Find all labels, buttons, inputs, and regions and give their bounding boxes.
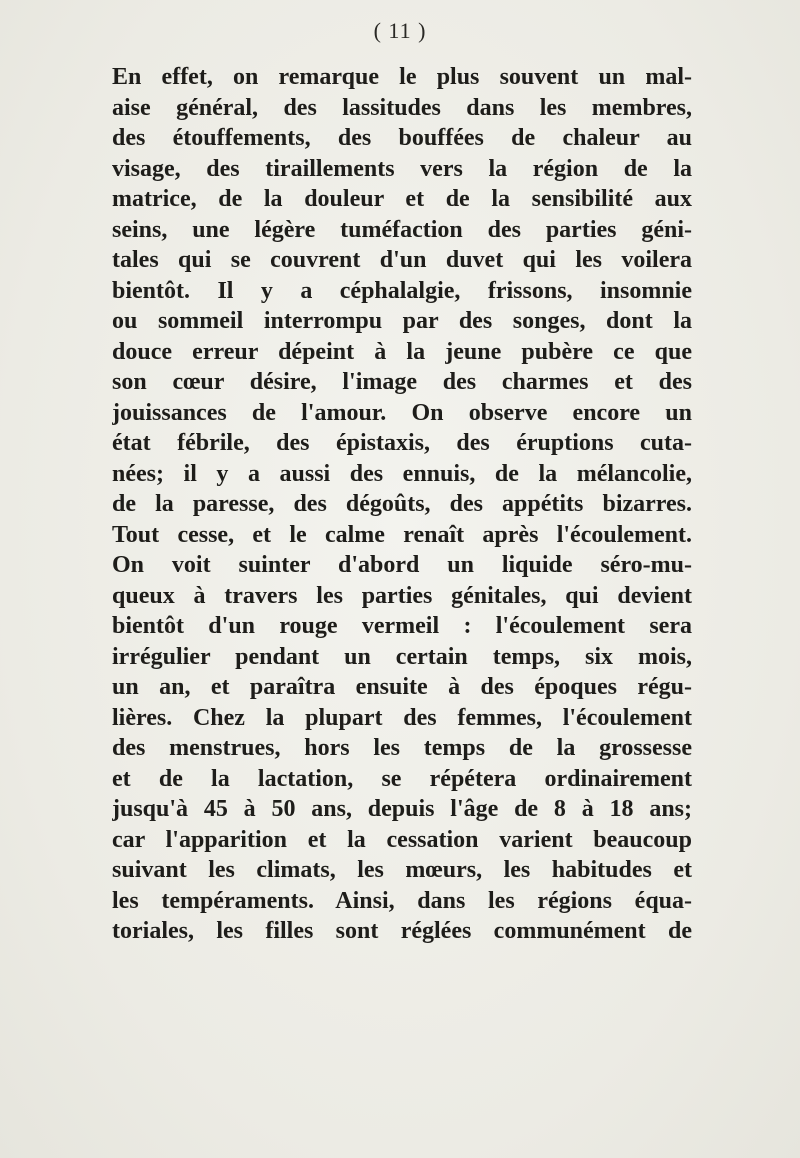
text-line: irrégulier pendant un certain temps, six mois, [112, 643, 692, 670]
text-line: lières. Chez la plupart des femmes, l'écoulement [112, 704, 692, 731]
text-line: douce erreur dépeint à la jeune pubère ce que [112, 338, 692, 365]
text-line: bientôt. Il y a céphalalgie, frissons, insomnie [112, 277, 692, 304]
text-line: nées; il y a aussi des ennuis, de la mélancolie, [112, 460, 692, 487]
text-line: queux à travers les parties génitales, qui devient [112, 582, 692, 609]
text-line: tales qui se couvrent d'un duvet qui les voilera [112, 247, 692, 273]
text-line: ou sommeil interrompu par des songes, dont la [112, 308, 692, 334]
text-line: car l'apparition et la cessation varient beaucoup [112, 826, 692, 853]
text-line: suivant les climats, les mœurs, les habitudes et [112, 857, 692, 883]
text-line: les tempéraments. Ainsi, dans les régions équa- [112, 887, 692, 914]
text-line: de la paresse, des dégoûts, des appétits bizarres. [112, 491, 692, 517]
text-line: matrice, de la douleur et de la sensibilité aux [112, 186, 692, 212]
text-line: Tout cesse, et le calme renaît après l'écoulement. [112, 521, 692, 548]
text-line: bientôt d'un rouge vermeil : l'écoulement sera [112, 613, 692, 639]
body-text [112, 62, 692, 947]
page-number: ( 11 ) [373, 18, 427, 43]
text-line: un an, et paraîtra ensuite à des époques régu- [112, 674, 692, 700]
text-line: état fébrile, des épistaxis, des éruptions cuta- [112, 430, 692, 456]
text-line: jusqu'à 45 à 50 ans, depuis l'âge de 8 à 18 ans; [112, 796, 692, 822]
text-line: aise général, des lassitudes dans les membres, [112, 94, 692, 121]
text-line: En effet, on remarque le plus souvent un mal- [112, 64, 692, 90]
text-line: visage, des tiraillements vers la région de la [112, 155, 692, 182]
text-line: toriales, les filles sont réglées communément de [112, 918, 692, 944]
text-line: son cœur désire, l'image des charmes et des [112, 369, 692, 395]
text-line: seins, une légère tuméfaction des parties géni- [112, 216, 692, 243]
text-line: et de la lactation, se répétera ordinairement [112, 765, 692, 792]
text-line: des menstrues, hors les temps de la grossesse [112, 735, 692, 761]
text-line: des étouffements, des bouffées de chaleur au [112, 125, 692, 151]
text-line: jouissances de l'amour. On observe encore un [112, 399, 692, 426]
text-line: On voit suinter d'abord un liquide séro-mu- [112, 552, 692, 578]
